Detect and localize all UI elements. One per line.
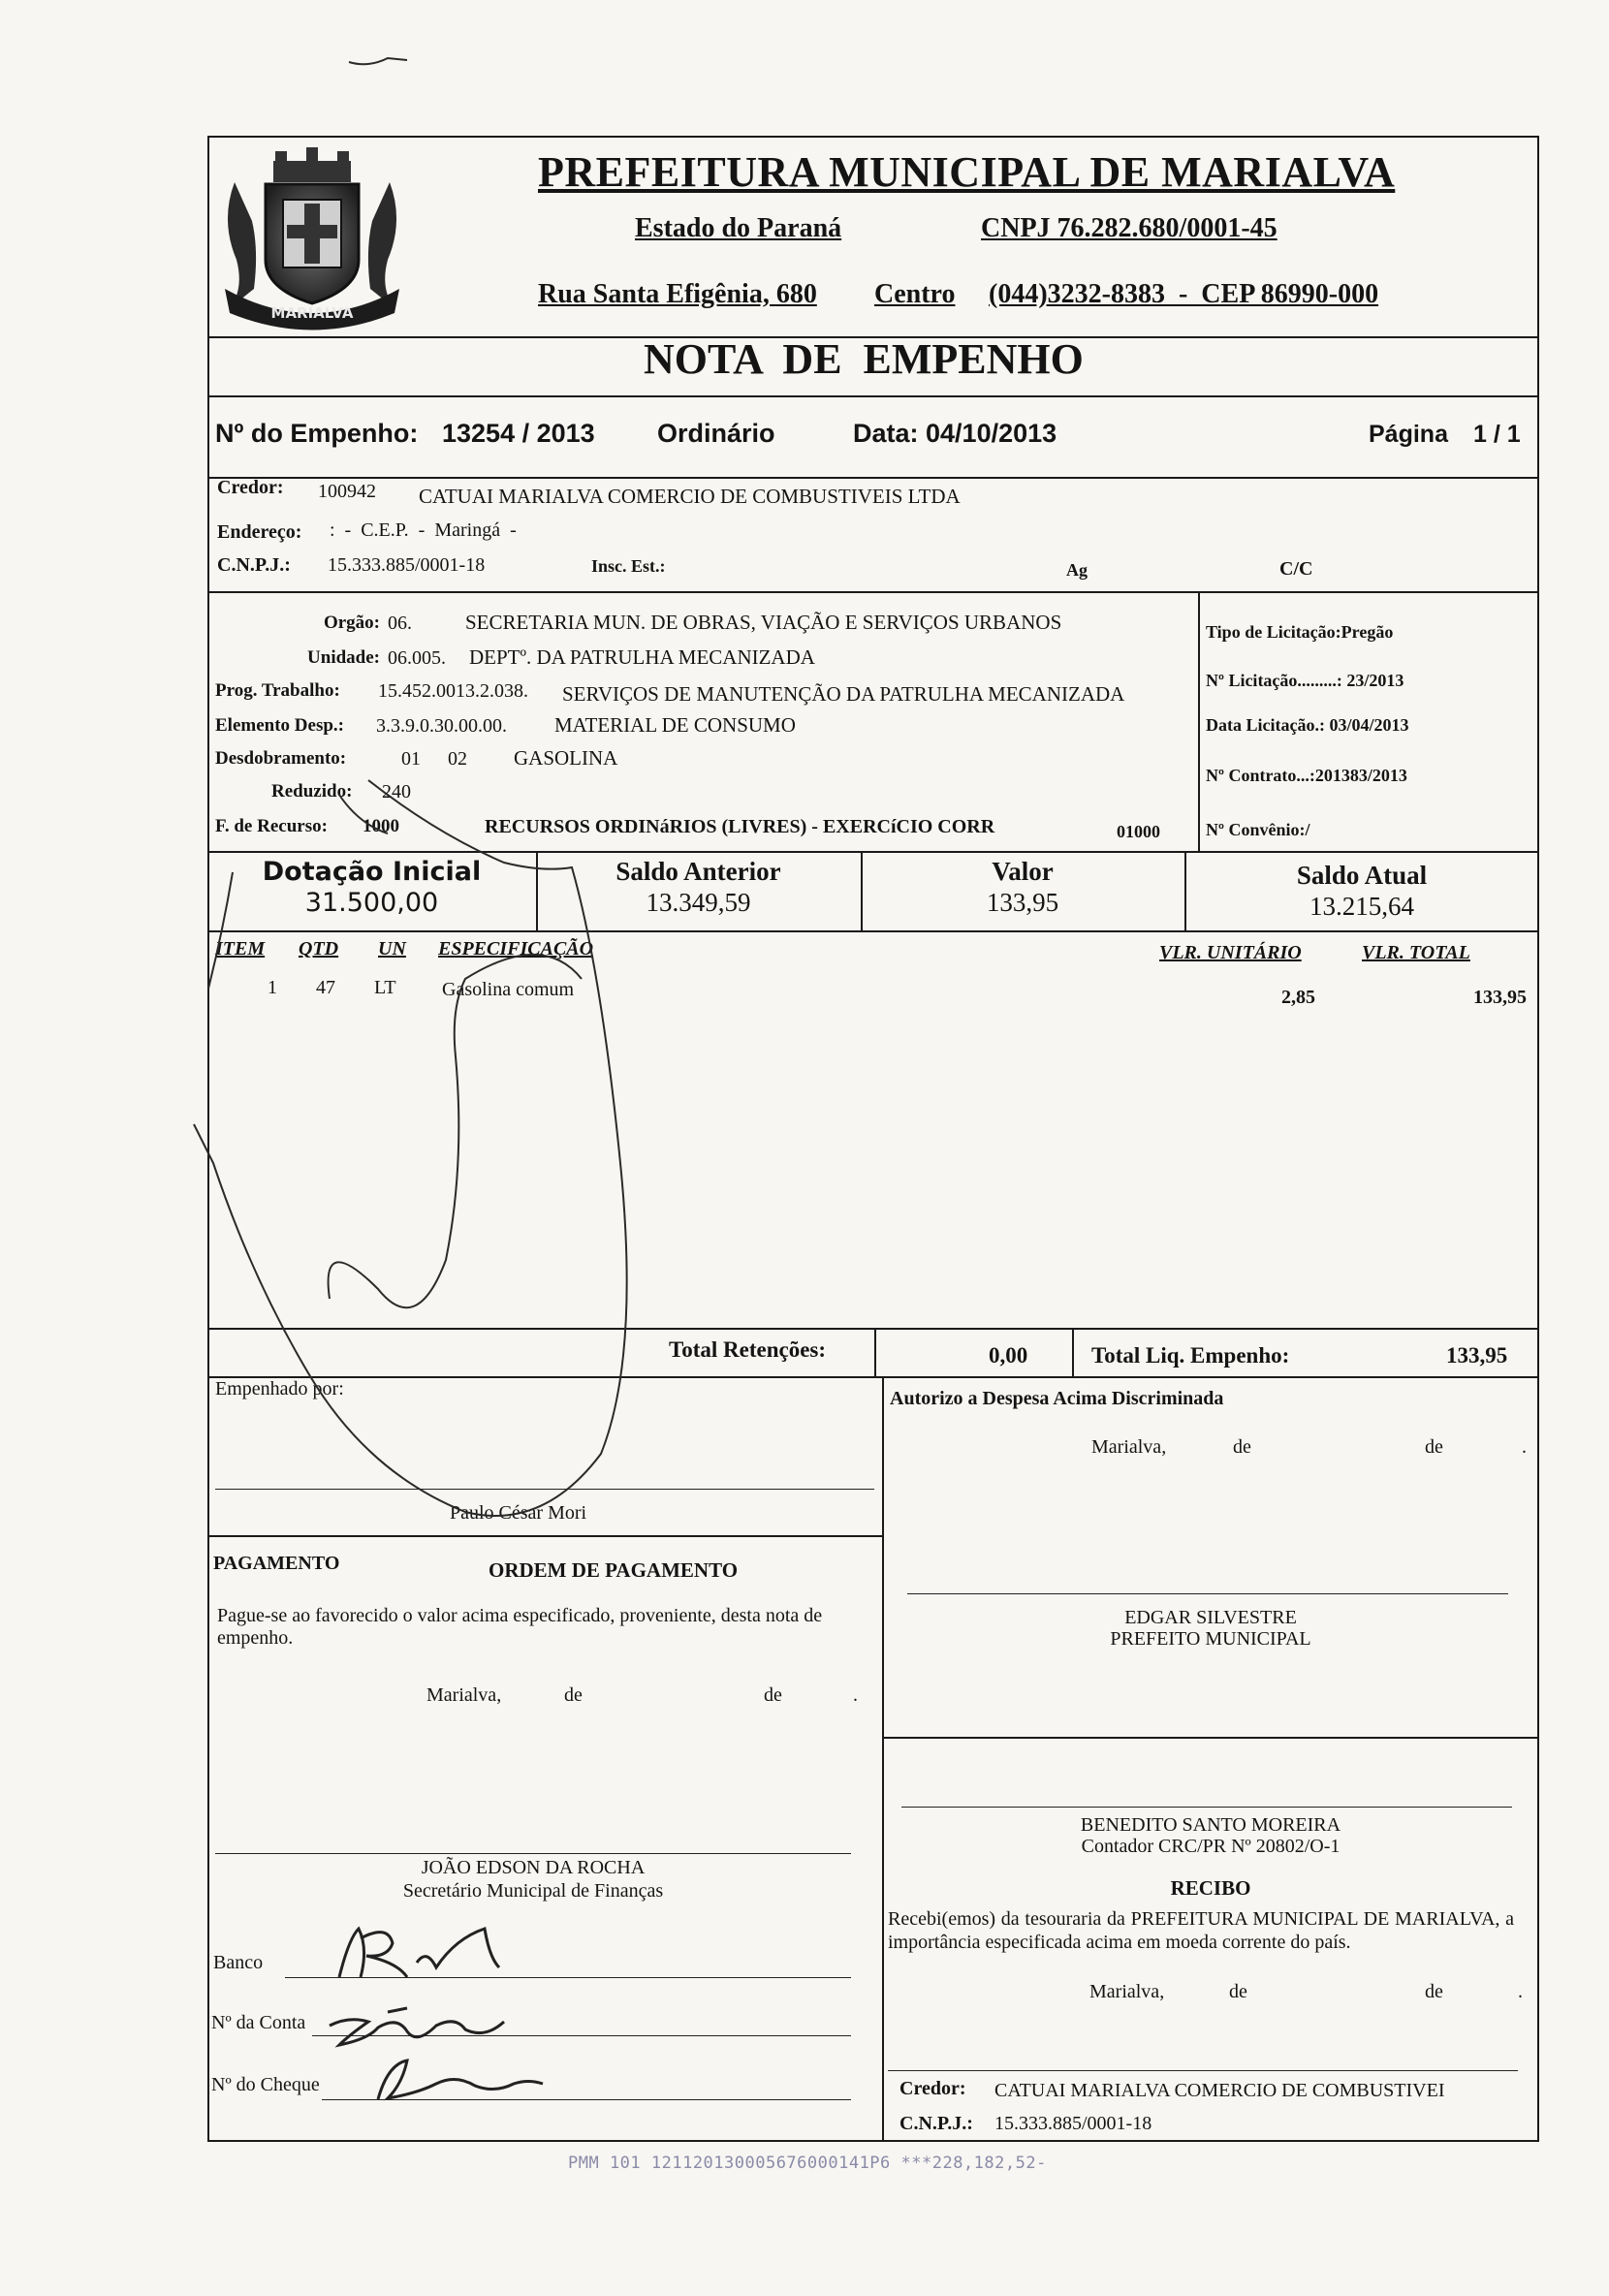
saldo-atual-value: 13.215,64 (1309, 892, 1414, 921)
reduzido-value: 240 (382, 781, 411, 802)
conta-label: Nº da Conta (211, 2012, 306, 2033)
totals-divider-1 (874, 1328, 876, 1376)
ag-label: Ag (1066, 560, 1088, 580)
orgao-code: 06. (388, 613, 412, 634)
item-row-vlr-unitario: 2,85 (1281, 987, 1315, 1008)
document-title: NOTA DE EMPENHO (644, 335, 1084, 383)
dotacao-inicial-value: 31.500,00 (304, 888, 439, 918)
pagamento-title: PAGAMENTO (213, 1553, 340, 1574)
pagamento-de-1: de (564, 1684, 583, 1706)
pagamento-dot: . (853, 1684, 858, 1706)
cheque-line (322, 2099, 851, 2100)
numero-convenio: Nº Convênio:/ (1206, 820, 1310, 839)
licitacao-divider (1198, 591, 1200, 851)
cheque-label: Nº do Cheque (211, 2074, 320, 2095)
fonte-recurso-label: F. de Recurso: (215, 816, 328, 836)
item-row-un: LT (374, 977, 396, 998)
pagamento-place: Marialva, (426, 1684, 502, 1706)
elemento-desp-label: Elemento Desp.: (215, 715, 344, 736)
orgao-label: Orgão: (323, 613, 380, 633)
unidade-label: Unidade: (307, 647, 380, 668)
items-header-un: UN (378, 938, 406, 959)
item-row-number: 1 (268, 977, 277, 998)
total-retencoes-label: Total Retenções: (669, 1337, 827, 1362)
footer-print-code: PMM 101 121120130005676000141P6 ***228,182,52- (568, 2154, 1047, 2173)
cc-label: C/C (1279, 558, 1313, 580)
recibo-credor-label: Credor: (899, 2078, 966, 2099)
empenho-date: Data: 04/10/2013 (853, 419, 1057, 448)
elemento-desp-desc: MATERIAL DE CONSUMO (554, 713, 796, 737)
header-phone-cep: (044)3232-8383 - CEP 86990-000 (989, 279, 1379, 309)
authorization-divider (882, 1376, 884, 2142)
items-bottom (207, 1328, 1539, 1330)
header-address: Rua Santa Efigênia, 680 (538, 279, 817, 309)
valor-label: Valor (992, 857, 1054, 886)
cnpj-value: 15.333.885/0001-18 (328, 554, 486, 576)
credor-label: Credor: (217, 477, 284, 498)
creditor-divider (207, 591, 1539, 593)
items-header-vlr-unitario: VLR. UNITÁRIO (1159, 942, 1302, 963)
insc-est-label: Insc. Est.: (591, 556, 666, 576)
desdobramento-desc: GASOLINA (514, 746, 618, 770)
empenhado-bottom (207, 1535, 882, 1537)
recibo-dot: . (1518, 1981, 1523, 2002)
prog-trabalho-label: Prog. Trabalho: (215, 680, 340, 701)
items-header-qtd: QTD (299, 938, 339, 959)
saldo-anterior-label: Saldo Anterior (615, 857, 781, 886)
prog-trabalho-desc: SERVIÇOS DE MANUTENÇÃO DA PATRULHA MECANIZADA (562, 682, 1125, 706)
data-licitacao: Data Licitação.: 03/04/2013 (1206, 715, 1409, 735)
valor-value: 133,95 (986, 888, 1059, 917)
fonte-recurso-code: 1000 (363, 816, 399, 836)
pagamento-de-2: de (764, 1684, 782, 1706)
desdobramento-b: 02 (448, 748, 467, 770)
contador-role: Contador CRC/PR Nº 20802/O-1 (1081, 1836, 1341, 1857)
recibo-cnpj-value: 15.333.885/0001-18 (994, 2113, 1152, 2134)
dotacao-inicial-label: Dotação Inicial (262, 857, 482, 887)
reduzido-label: Reduzido: (271, 781, 353, 802)
saldo-anterior-value: 13.349,59 (646, 888, 751, 917)
totals-divider-2 (1072, 1328, 1074, 1376)
page-number: 1 / 1 (1473, 421, 1521, 448)
contador-top (882, 1737, 1539, 1739)
prefeito-name: EDGAR SILVESTRE (1124, 1607, 1297, 1628)
secretario-signature-line (215, 1853, 851, 1854)
empenhado-signer: Paulo César Mori (450, 1502, 587, 1524)
endereco-label: Endereço: (217, 521, 302, 543)
autorizo-de-1: de (1233, 1436, 1251, 1458)
credor-code: 100942 (318, 481, 376, 502)
banco-label: Banco (213, 1952, 264, 1973)
desdobramento-a: 01 (401, 748, 421, 770)
numero-licitacao: Nº Licitação.........: 23/2013 (1206, 671, 1404, 690)
credor-name: CATUAI MARIALVA COMERCIO DE COMBUSTIVEIS LTDA (419, 485, 961, 508)
page-label: Página (1369, 421, 1448, 448)
autorizo-title: Autorizo a Despesa Acima Discriminada (890, 1388, 1224, 1409)
empenho-divider (207, 477, 1539, 479)
prog-trabalho-code: 15.452.0013.2.038. (378, 680, 528, 702)
recibo-credor-name: CATUAI MARIALVA COMERCIO DE COMBUSTIVEI (994, 2080, 1445, 2101)
empenho-number: 13254 / 2013 (442, 419, 595, 448)
items-header-vlr-total: VLR. TOTAL (1362, 942, 1470, 963)
header-district: Centro (874, 279, 956, 309)
items-header-item: ITEM (215, 938, 266, 959)
recibo-text: Recebi(emos) da tesouraria da PREFEITURA MUNICIPAL DE MARIALVA, a importância especificada acima em moeda corrente do país. (888, 1908, 1514, 1953)
elemento-desp-code: 3.3.9.0.30.00.00. (376, 715, 507, 737)
recibo-cnpj-label: C.N.P.J.: (899, 2113, 973, 2134)
empenho-number-label: Nº do Empenho: (215, 419, 419, 448)
fonte-recurso-extra: 01000 (1117, 822, 1160, 841)
budget-divider (207, 851, 1539, 853)
autorizo-de-2: de (1425, 1436, 1443, 1458)
recibo-de-1: de (1229, 1981, 1247, 2002)
ordem-pagamento-title: ORDEM DE PAGAMENTO (489, 1558, 739, 1582)
totals-bottom (207, 1376, 1539, 1378)
header-cnpj: CNPJ 76.282.680/0001-45 (981, 213, 1278, 243)
banco-line (285, 1977, 851, 1978)
prefeito-signature-line (907, 1593, 1508, 1594)
balance-bottom (207, 930, 1539, 932)
desdobramento-label: Desdobramento: (215, 748, 347, 769)
contador-signature-line (901, 1807, 1512, 1808)
orgao-desc: SECRETARIA MUN. DE OBRAS, VIAÇÃO E SERVIÇOS URBANOS (465, 611, 1062, 634)
saldo-atual-label: Saldo Atual (1296, 861, 1428, 890)
endereco-value: : - C.E.P. - Maringá - (330, 519, 517, 541)
unidade-code: 06.005. (388, 647, 446, 669)
total-liquido-value: 133,95 (1446, 1343, 1508, 1368)
empenho-type: Ordinário (657, 419, 775, 448)
title-divider (207, 395, 1539, 397)
recibo-title: RECIBO (1170, 1876, 1251, 1900)
total-liquido-label: Total Liq. Empenho: (1091, 1343, 1290, 1368)
total-retencoes-value: 0,00 (989, 1343, 1028, 1368)
contador-name: BENEDITO SANTO MOREIRA (1080, 1814, 1341, 1836)
autorizo-place: Marialva, (1091, 1436, 1167, 1458)
pagamento-text: Pague-se ao favorecido o valor acima especificado, proveniente, desta nota de empenho. (217, 1605, 823, 1649)
fonte-recurso-desc: RECURSOS ORDINáRIOS (LIVRES) - EXERCíCIO CORR (485, 816, 995, 837)
state-label: Estado do Paraná (635, 213, 842, 243)
item-row-qtd: 47 (316, 977, 335, 998)
municipality-title: PREFEITURA MUNICIPAL DE MARIALVA (538, 148, 1396, 196)
recibo-de-2: de (1425, 1981, 1443, 2002)
recibo-place: Marialva, (1089, 1981, 1165, 2002)
empenhado-signature-line (215, 1489, 874, 1490)
prefeito-role: PREFEITO MUNICIPAL (1110, 1628, 1311, 1650)
secretario-role: Secretário Municipal de Finanças (402, 1880, 664, 1902)
empenhado-por-label: Empenhado por: (215, 1378, 344, 1400)
svg-text:MARIALVA: MARIALVA (270, 304, 354, 322)
item-row-vlr-total: 133,95 (1473, 987, 1527, 1008)
coat-of-arms-icon (215, 143, 409, 333)
secretario-name: JOÃO EDSON DA ROCHA (421, 1857, 646, 1878)
cnpj-label: C.N.P.J.: (217, 554, 291, 576)
recibo-signature-line (888, 2070, 1518, 2071)
numero-contrato: Nº Contrato...:201383/2013 (1206, 766, 1407, 785)
unidade-desc: DEPTº. DA PATRULHA MECANIZADA (469, 645, 815, 669)
item-row-especificacao: Gasolina comum (442, 979, 575, 1000)
conta-line (312, 2035, 851, 2036)
tipo-licitacao: Tipo de Licitação:Pregão (1206, 622, 1394, 642)
autorizo-dot: . (1522, 1436, 1527, 1458)
items-header-especificacao: ESPECIFICAÇÃO (438, 938, 594, 959)
